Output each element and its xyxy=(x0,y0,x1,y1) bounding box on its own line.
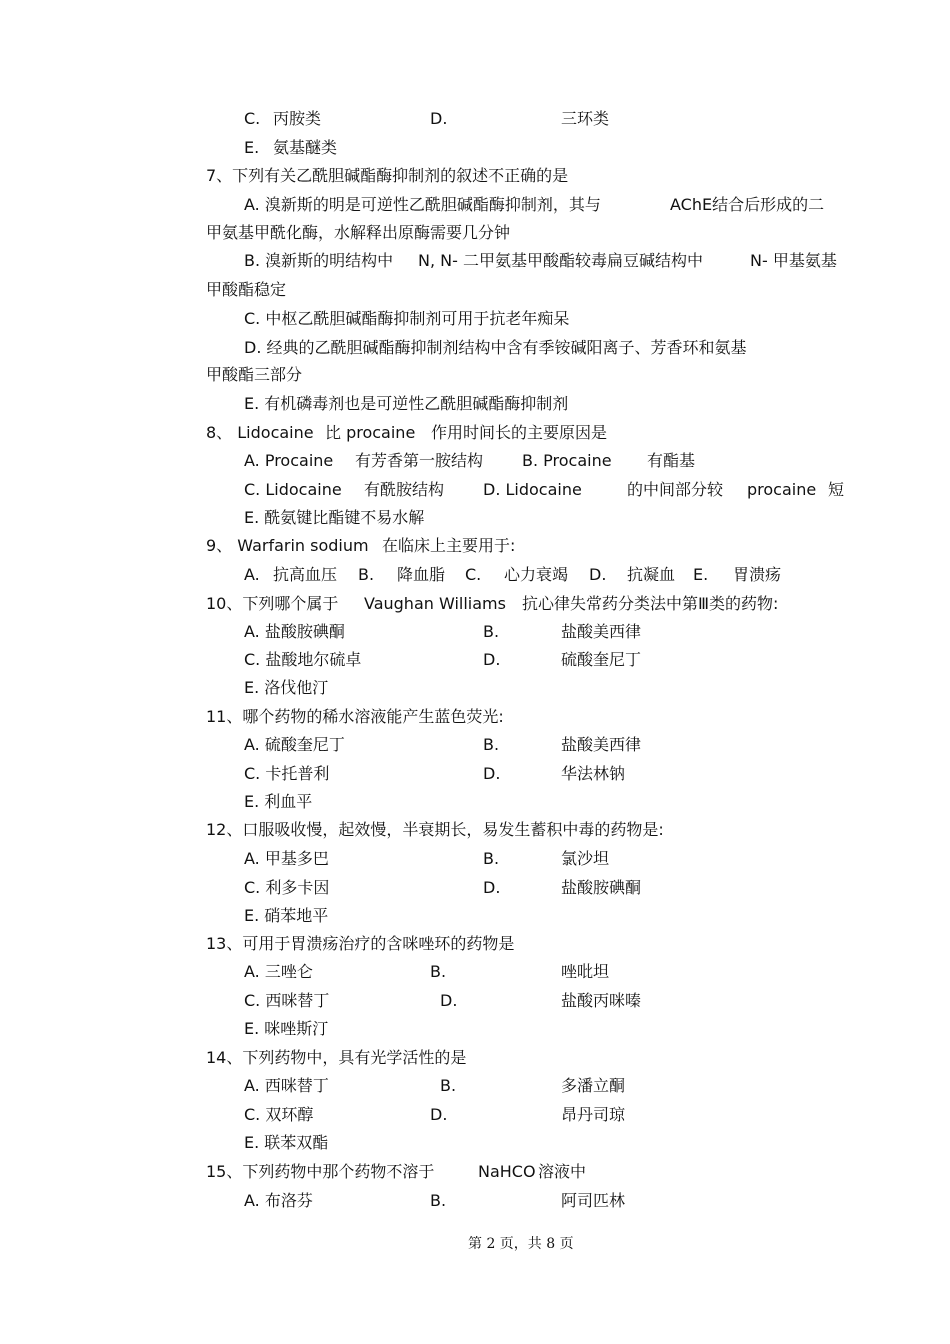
q10-option-c: C. 盐酸地尔硫卓 xyxy=(244,650,362,669)
q13-option-e: E. 咪唑斯汀 xyxy=(244,1019,329,1038)
q8-option-d-b: 的中间部分较 xyxy=(627,480,724,499)
q11-stem: 11、哪个药物的稀水溶液能产生蓝色荧光: xyxy=(206,707,504,726)
q9-option-d-label: D. xyxy=(589,565,607,584)
q10-option-d-label: D. xyxy=(483,650,501,669)
q12-option-c: C. 利多卡因 xyxy=(244,878,330,897)
q9-option-a-label: A. xyxy=(244,565,260,584)
q13-option-b-label: B. xyxy=(430,962,447,981)
q12-option-d-text: 盐酸胺碘酮 xyxy=(561,878,642,897)
q10-stem-c: 抗心律失常药分类法中第Ⅲ类的药物: xyxy=(522,594,779,613)
q12-option-d-label: D. xyxy=(483,878,501,897)
q12-option-b-text: 氯沙坦 xyxy=(561,849,610,868)
q7-option-c: C. 中枢乙酰胆碱酯酶抑制剂可用于抗老年痴呆 xyxy=(244,309,570,328)
q8-option-a-b: 有芳香第一胺结构 xyxy=(355,451,484,470)
q13-option-a: A. 三唑仑 xyxy=(244,962,313,981)
q7-option-d-line2: 甲酸酯三部分 xyxy=(206,365,303,384)
q10-stem-a: 10、下列哪个属于 xyxy=(206,594,339,613)
q6-option-d-text: 三环类 xyxy=(561,109,610,128)
q11-option-e: E. 利血平 xyxy=(244,792,313,811)
q7-option-b-line1b: N, N- 二甲氨基甲酸酯较毒扁豆碱结构中 xyxy=(418,251,703,270)
q8-option-d-c: procaine xyxy=(747,480,817,499)
q8-option-b-a: B. Procaine xyxy=(522,451,612,470)
q13-option-b-text: 唑吡坦 xyxy=(561,962,610,981)
q10-stem-b: Vaughan Williams xyxy=(364,594,506,613)
q10-option-b-label: B. xyxy=(483,622,500,641)
q8-option-c-a: C. Lidocaine xyxy=(244,480,342,499)
q15-stem-c: 溶液中 xyxy=(538,1162,587,1181)
q11-option-a: A. 硫酸奎尼丁 xyxy=(244,735,345,754)
q9-stem-b: 在临床上主要用于: xyxy=(382,536,516,555)
q7-option-a-line1a: A. 溴新斯的明是可逆性乙酰胆碱酯酶抑制剂，其与 xyxy=(244,195,601,214)
q15-option-a: A. 布洛芬 xyxy=(244,1191,313,1210)
q9-option-b-label: B. xyxy=(358,565,375,584)
q7-option-b-line1c: N- 甲基氨基 xyxy=(750,251,837,270)
q7-option-a-line1b: AChE结合后形成的二 xyxy=(670,195,825,214)
q14-option-d-text: 昂丹司琼 xyxy=(561,1105,626,1124)
q9-option-c-text: 心力衰竭 xyxy=(504,565,569,584)
q11-option-d-label: D. xyxy=(483,764,501,783)
q8-option-c-b: 有酰胺结构 xyxy=(364,480,445,499)
page-number-footer: 第 2 页，共 8 页 xyxy=(468,1236,574,1252)
q14-option-b-text: 多潘立酮 xyxy=(561,1076,626,1095)
q7-option-d-line1: D. 经典的乙酰胆碱酯酶抑制剂结构中含有季铵碱阳离子、芳香环和氨基 xyxy=(244,338,747,357)
q10-option-d-text: 硫酸奎尼丁 xyxy=(561,650,642,669)
q8-stem-a: 8、 Lidocaine xyxy=(206,423,314,442)
q13-stem: 13、可用于胃溃疡治疗的含咪唑环的药物是 xyxy=(206,934,515,953)
q8-option-d-a: D. Lidocaine xyxy=(483,480,582,499)
q8-option-e: E. 酰氨键比酯键不易水解 xyxy=(244,508,425,527)
q10-option-b-text: 盐酸美西律 xyxy=(561,622,642,641)
q14-option-b-label: B. xyxy=(440,1076,457,1095)
q14-option-c: C. 双环醇 xyxy=(244,1105,314,1124)
q10-option-a: A. 盐酸胺碘酮 xyxy=(244,622,345,641)
q9-option-d-text: 抗凝血 xyxy=(627,565,676,584)
q7-option-b-line2: 甲酸酯稳定 xyxy=(206,280,287,299)
q8-option-b-b: 有酯基 xyxy=(647,451,696,470)
q9-option-b-text: 降血脂 xyxy=(397,565,446,584)
q12-option-a: A. 甲基多巴 xyxy=(244,849,329,868)
q9-option-c-label: C. xyxy=(465,565,482,584)
q6-option-c-label: C. xyxy=(244,109,261,128)
q9-option-e-label: E. xyxy=(693,565,709,584)
q8-stem-b: 比 procaine xyxy=(325,423,416,442)
q12-option-b-label: B. xyxy=(483,849,500,868)
q11-option-b-label: B. xyxy=(483,735,500,754)
q12-stem: 12、口服吸收慢，起效慢，半衰期长，易发生蓄积中毒的药物是: xyxy=(206,820,664,839)
q6-option-c-text: 丙胺类 xyxy=(273,109,322,128)
q12-option-e: E. 硝苯地平 xyxy=(244,906,329,925)
q10-option-e: E. 洛伐他汀 xyxy=(244,678,329,697)
q8-option-a-a: A. Procaine xyxy=(244,451,334,470)
q6-option-e-label: E. xyxy=(244,138,260,157)
q9-option-e-text: 胃溃疡 xyxy=(733,565,782,584)
q8-option-d-d: 短 xyxy=(828,480,845,499)
q14-option-e: E. 联苯双酯 xyxy=(244,1133,329,1152)
q15-option-b-text: 阿司匹林 xyxy=(561,1191,626,1210)
q6-option-d-label: D. xyxy=(430,109,448,128)
q11-option-c: C. 卡托普利 xyxy=(244,764,330,783)
q15-stem-a: 15、下列药物中那个药物不溶于 xyxy=(206,1162,435,1181)
q7-stem: 7、下列有关乙酰胆碱酯酶抑制剂的叙述不正确的是 xyxy=(206,166,569,185)
q13-option-d-label: D. xyxy=(440,991,458,1010)
q7-option-b-line1a: B. 溴新斯的明结构中 xyxy=(244,251,394,270)
q9-stem-a: 9、 Warfarin sodium xyxy=(206,536,369,555)
q14-stem: 14、下列药物中，具有光学活性的是 xyxy=(206,1048,467,1067)
q14-option-a: A. 西咪替丁 xyxy=(244,1076,329,1095)
q14-option-d-label: D. xyxy=(430,1105,448,1124)
q6-option-e-text: 氨基醚类 xyxy=(273,138,338,157)
q13-option-d-text: 盐酸丙咪嗪 xyxy=(561,991,642,1010)
q8-stem-c: 作用时间长的主要原因是 xyxy=(431,423,608,442)
q11-option-b-text: 盐酸美西律 xyxy=(561,735,642,754)
q9-option-a-text: 抗高血压 xyxy=(273,565,338,584)
q7-option-e: E. 有机磷毒剂也是可逆性乙酰胆碱酯酶抑制剂 xyxy=(244,394,569,413)
q11-option-d-text: 华法林钠 xyxy=(561,764,626,783)
q15-option-b-label: B. xyxy=(430,1191,447,1210)
q15-stem-b: NaHCO xyxy=(478,1162,536,1181)
q13-option-c: C. 西咪替丁 xyxy=(244,991,330,1010)
q7-option-a-line2: 甲氨基甲酰化酶，水解释出原酶需要几分钟 xyxy=(206,223,511,242)
